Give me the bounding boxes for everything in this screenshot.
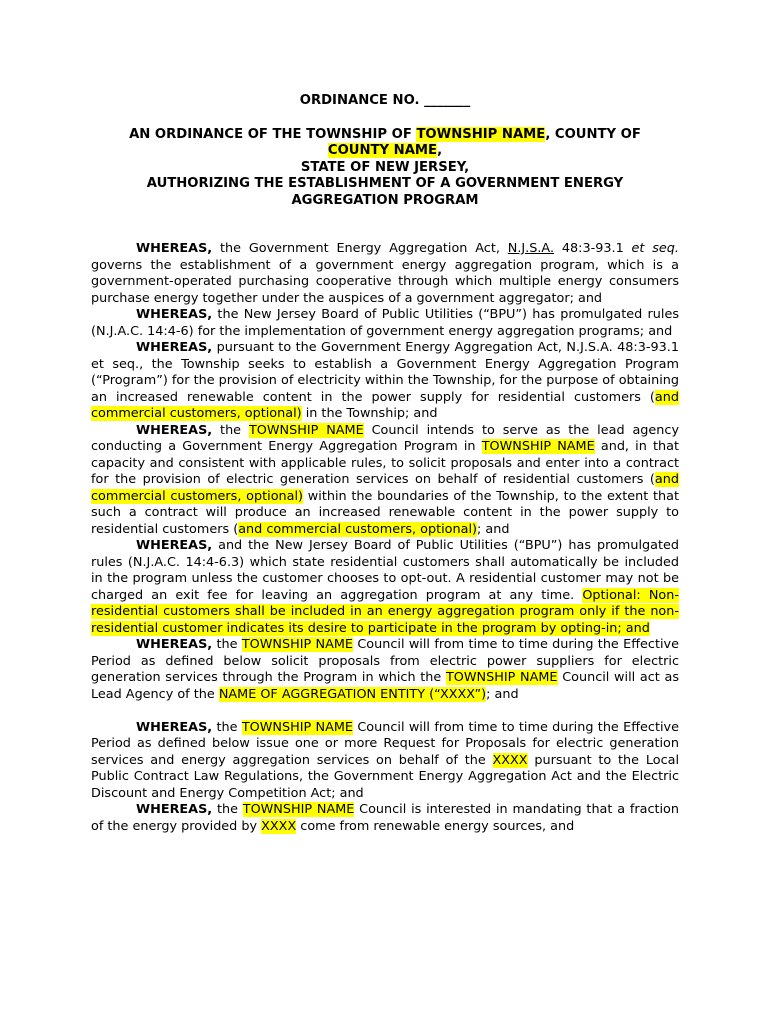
highlight-optional-commercial: and commercial customers, optional) <box>91 472 679 504</box>
ordinance-heading-line-3: STATE OF NEW JERSEY, <box>300 159 470 175</box>
paragraph-text: Council intends to serve as the lead agency conducting a Government Energy Aggregation Program in <box>91 422 680 454</box>
paragraph-text: the Government Energy Aggregation Act, <box>212 241 508 256</box>
paragraph-spacer <box>91 703 679 720</box>
whereas-label: WHEREAS, <box>136 307 213 322</box>
paragraph-text: Council will from time to time during the Effective Period as defined below issue one or more Request for Proposals for electric generation services and energy aggregation services on behalf of the <box>91 719 679 768</box>
highlight-xxxx: XXXX <box>261 818 297 834</box>
paragraph-text: the <box>212 802 243 817</box>
paragraph-text: Council is interested in mandating that a fraction of the energy provided by <box>91 802 679 834</box>
heading-text: , <box>437 143 443 159</box>
ordinance-body <box>91 241 679 835</box>
whereas-label: WHEREAS, <box>136 637 213 652</box>
whereas-label: WHEREAS, <box>136 538 213 553</box>
ordinance-heading-line-4: AUTHORIZING THE ESTABLISHMENT OF A GOVERNMENT ENERGY <box>146 176 624 192</box>
paragraph-text: the <box>212 637 242 652</box>
paragraph-text: the New Jersey Board of Public Utilities (“BPU”) has promulgated rules (N.J.A.C. 14:4-6) for the implementation of government energy aggregation programs; and <box>91 307 679 339</box>
whereas-paragraph-7 <box>91 720 679 803</box>
heading-text: AN ORDINANCE OF THE TOWNSHIP OF <box>129 126 417 142</box>
highlight-township-name: TOWNSHIP NAME <box>242 802 355 817</box>
njsa-citation: N.J.S.A. <box>507 241 555 256</box>
highlight-xxxx: XXXX <box>492 752 528 768</box>
whereas-label: WHEREAS, <box>136 719 213 735</box>
whereas-paragraph-8 <box>91 802 679 835</box>
ordinance-heading-line-5: AGGREGATION PROGRAM <box>291 192 479 208</box>
paragraph-text: the <box>212 719 242 735</box>
paragraph-text: governs the establishment of a government energy aggregation program, which is a government-operated purchasing cooperative through which multiple energy consumers purchase energy together under the auspices of a government aggregator; and <box>91 257 679 306</box>
highlight-township-name: TOWNSHIP NAME <box>445 670 558 685</box>
ordinance-heading-line-1 <box>90 127 680 144</box>
highlight-optional-nonresidential: Optional: Non-residential customers shall be included in an energy aggregation program only if the non-residential customer indicates its desire to participate in the program by opting-in; and <box>91 587 679 636</box>
et-seq-text: et seq. <box>631 241 680 256</box>
whereas-paragraph-4 <box>91 423 679 539</box>
whereas-label: WHEREAS, <box>136 422 213 438</box>
paragraph-text: come from renewable energy sources, and <box>296 818 575 834</box>
highlight-optional-commercial: and commercial customers, optional) <box>91 389 679 421</box>
paragraph-text: within the boundaries of the Township, to the extent that such a contract will produce an increased renewable content in the power supply to residential customers ( <box>91 488 679 537</box>
paragraph-text: 48:3-93.1 <box>554 241 632 256</box>
whereas-label: WHEREAS, <box>136 241 213 256</box>
paragraph-text: and the New Jersey Board of Public Utilities (“BPU”) has promulgated rules (N.J.A.C. 14:4-6.3) which state residential customers shall automatically be included in the program unless the customer chooses to opt-out. A residential customer may not be charged an exit fee for leaving an aggregation program at any time. <box>91 538 679 603</box>
highlight-township-name: TOWNSHIP NAME <box>241 637 354 652</box>
paragraph-text: ; and <box>477 521 510 537</box>
whereas-label: WHEREAS, <box>136 340 213 355</box>
highlight-township-name: TOWNSHIP NAME <box>241 719 354 735</box>
paragraph-text: and, in that capacity and consistent with applicable rules, to solicit proposals and enter into a contract for the provision of electric generation services on behalf of residential customers ( <box>91 439 680 487</box>
highlight-township-name: TOWNSHIP NAME <box>481 439 595 454</box>
paragraph-text: pursuant to the Government Energy Aggregation Act, N.J.S.A. 48:3-93.1 et seq., the Township seeks to establish a Government Energy Aggregation Program (“Program”) for the provision of electricity within the Township, for the purpose of obtaining an increased renewable content in the power supply for residential customers ( <box>91 340 679 405</box>
paragraph-text: Council will from time to time during the Effective Period as defined below solicit proposals from electric power suppliers for electric generation services through the Program in which the <box>91 637 679 685</box>
highlight-township-name: TOWNSHIP NAME <box>248 422 364 438</box>
heading-text: , COUNTY OF <box>545 126 641 142</box>
highlight-county-name: COUNTY NAME <box>327 143 438 159</box>
ordinance-title: ORDINANCE NO. _______ <box>299 93 471 108</box>
paragraph-text: the <box>212 422 249 438</box>
ordinance-heading-line-2 <box>90 143 680 160</box>
whereas-paragraph-5 <box>91 538 679 637</box>
paragraph-text: pursuant to the Local Public Contract Law Regulations, the Government Energy Aggregation Act and the Electric Discount and Energy Competition Act; and <box>91 752 679 801</box>
whereas-paragraph-1 <box>91 241 679 307</box>
paragraph-text: ; and <box>486 686 519 702</box>
whereas-paragraph-6 <box>91 637 679 703</box>
paragraph-text: in the Township; and <box>301 406 438 421</box>
paragraph-text: Council will act as Lead Agency of the <box>91 670 679 702</box>
whereas-paragraph-3 <box>91 340 679 423</box>
highlight-optional-commercial: and commercial customers, optional) <box>238 521 477 537</box>
ordinance-header <box>90 93 680 210</box>
highlight-aggregation-entity: NAME OF AGGREGATION ENTITY (“XXXX”) <box>218 686 487 702</box>
whereas-paragraph-2 <box>91 307 679 340</box>
whereas-label: WHEREAS, <box>136 802 213 817</box>
highlight-township-name: TOWNSHIP NAME <box>416 126 546 142</box>
